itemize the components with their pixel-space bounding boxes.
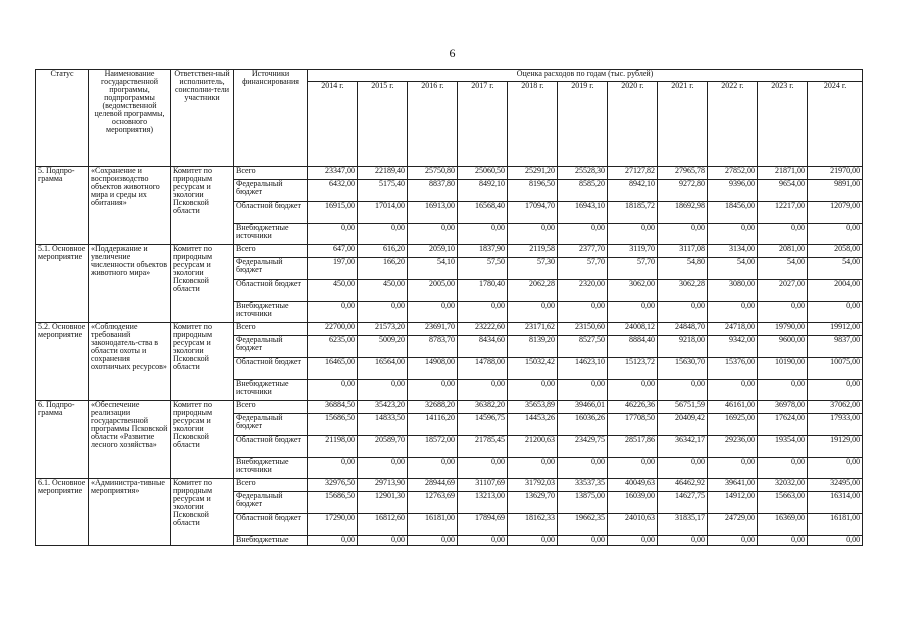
amount-cell: 16181,00: [808, 514, 863, 536]
amount-cell: 46161,00: [708, 401, 758, 414]
amount-cell: 0,00: [758, 458, 808, 479]
table-row: [36, 167, 863, 180]
amount-cell: 0,00: [308, 302, 358, 323]
header-estimate: Оценка расходов по годам (тыс. рублей): [308, 70, 863, 82]
amount-cell: 15123,72: [608, 358, 658, 380]
amount-cell: 0,00: [708, 224, 758, 245]
row-funding-source: Областной бюджет: [234, 280, 308, 302]
amount-cell: 13629,70: [508, 492, 558, 514]
amount-cell: 16181,00: [408, 514, 458, 536]
amount-cell: 33537,35: [558, 479, 608, 492]
amount-cell: 14788,00: [458, 358, 508, 380]
amount-cell: 0,00: [458, 380, 508, 401]
amount-cell: 57,70: [608, 258, 658, 280]
amount-cell: 14908,00: [408, 358, 458, 380]
amount-cell: 16039,00: [608, 492, 658, 514]
amount-cell: 6432,00: [308, 180, 358, 202]
amount-cell: 29713,90: [358, 479, 408, 492]
amount-cell: 25750,80: [408, 167, 458, 180]
amount-cell: 23429,75: [558, 436, 608, 458]
budget-table: [35, 69, 863, 546]
row-funding-source: Всего: [234, 479, 308, 492]
amount-cell: 19790,00: [758, 323, 808, 336]
amount-cell: 9272,80: [658, 180, 708, 202]
amount-cell: 0,00: [758, 224, 808, 245]
amount-cell: 57,70: [558, 258, 608, 280]
amount-cell: 20589,70: [358, 436, 408, 458]
row-funding-source: Всего: [234, 167, 308, 180]
amount-cell: 8139,20: [508, 336, 558, 358]
row-funding-source: Внебюджетные источники: [234, 302, 308, 323]
amount-cell: 0,00: [808, 302, 863, 323]
amount-cell: 0,00: [608, 224, 658, 245]
row-program-name: «Обеспечение реализации государственной программы Псковской области «Развитие лесного хозяйства»: [89, 401, 171, 479]
amount-cell: 15663,00: [758, 492, 808, 514]
amount-cell: 17094,70: [508, 202, 558, 224]
row-funding-source: Федеральный бюджет: [234, 180, 308, 202]
amount-cell: 18185,72: [608, 202, 658, 224]
amount-cell: 27852,00: [708, 167, 758, 180]
amount-cell: 14116,20: [408, 414, 458, 436]
row-funding-source: Федеральный бюджет: [234, 492, 308, 514]
row-responsible: Комитет по природным ресурсам и экологии Псковской области: [171, 401, 234, 479]
amount-cell: 0,00: [708, 302, 758, 323]
header-year: 2014 г.: [308, 82, 358, 167]
amount-cell: 2377,70: [558, 245, 608, 258]
amount-cell: 25528,30: [558, 167, 608, 180]
amount-cell: 31107,69: [458, 479, 508, 492]
amount-cell: 0,00: [808, 224, 863, 245]
amount-cell: 16314,00: [808, 492, 863, 514]
amount-cell: 0,00: [758, 536, 808, 546]
amount-cell: 0,00: [308, 536, 358, 546]
amount-cell: 1837,90: [458, 245, 508, 258]
amount-cell: 23171,62: [508, 323, 558, 336]
amount-cell: 10075,00: [808, 358, 863, 380]
row-responsible: Комитет по природным ресурсам и экологии Псковской области: [171, 323, 234, 401]
amount-cell: 3062,28: [658, 280, 708, 302]
amount-cell: 35653,89: [508, 401, 558, 414]
amount-cell: 16913,00: [408, 202, 458, 224]
row-funding-source: Внебюджетные источники: [234, 380, 308, 401]
header-name: Наименование государственной программы, подпрограммы (ведомственной целевой программы, основного мероприятия): [89, 70, 171, 167]
amount-cell: 28517,86: [608, 436, 658, 458]
amount-cell: 0,00: [458, 224, 508, 245]
amount-cell: 0,00: [358, 224, 408, 245]
amount-cell: 0,00: [808, 536, 863, 546]
amount-cell: 40049,63: [608, 479, 658, 492]
amount-cell: 25060,50: [458, 167, 508, 180]
amount-cell: 15686,50: [308, 414, 358, 436]
amount-cell: 54,80: [658, 258, 708, 280]
amount-cell: 0,00: [558, 224, 608, 245]
row-funding-source: Внебюджетные источники: [234, 224, 308, 245]
header-year: 2019 г.: [558, 82, 608, 167]
row-program-name: «Сохранение и воспроизводство объектов животного мира и среды их обитания»: [89, 167, 171, 245]
amount-cell: 32976,50: [308, 479, 358, 492]
amount-cell: 0,00: [758, 380, 808, 401]
amount-cell: 0,00: [408, 536, 458, 546]
amount-cell: 32032,00: [758, 479, 808, 492]
amount-cell: 46226,36: [608, 401, 658, 414]
amount-cell: 2059,10: [408, 245, 458, 258]
amount-cell: 23347,00: [308, 167, 358, 180]
amount-cell: 18572,00: [408, 436, 458, 458]
amount-cell: 647,00: [308, 245, 358, 258]
amount-cell: 8837,80: [408, 180, 458, 202]
amount-cell: 35423,20: [358, 401, 408, 414]
amount-cell: 16925,00: [708, 414, 758, 436]
amount-cell: 2027,00: [758, 280, 808, 302]
amount-cell: 2004,00: [808, 280, 863, 302]
amount-cell: 21871,00: [758, 167, 808, 180]
amount-cell: 31835,17: [658, 514, 708, 536]
amount-cell: 15630,70: [658, 358, 708, 380]
amount-cell: 0,00: [308, 224, 358, 245]
amount-cell: 0,00: [458, 536, 508, 546]
amount-cell: 0,00: [408, 224, 458, 245]
amount-cell: 9654,00: [758, 180, 808, 202]
amount-cell: 2320,00: [558, 280, 608, 302]
amount-cell: 0,00: [558, 536, 608, 546]
amount-cell: 18162,33: [508, 514, 558, 536]
amount-cell: 14623,10: [558, 358, 608, 380]
amount-cell: 12217,00: [758, 202, 808, 224]
amount-cell: 21200,63: [508, 436, 558, 458]
amount-cell: 19912,00: [808, 323, 863, 336]
amount-cell: 0,00: [758, 302, 808, 323]
amount-cell: 54,00: [708, 258, 758, 280]
amount-cell: 0,00: [708, 458, 758, 479]
row-funding-source: Областной бюджет: [234, 436, 308, 458]
row-responsible: Комитет по природным ресурсам и экологии Псковской области: [171, 479, 234, 546]
amount-cell: 18692,98: [658, 202, 708, 224]
amount-cell: 22189,40: [358, 167, 408, 180]
amount-cell: 29236,00: [708, 436, 758, 458]
amount-cell: 0,00: [358, 458, 408, 479]
amount-cell: 17624,00: [758, 414, 808, 436]
row-program-name: «Соблюдение требований законодатель-ства в области охоты и сохранения охотничьих ресурсов»: [89, 323, 171, 401]
table-body: [36, 167, 863, 546]
row-funding-source: Внебюджетные источники: [234, 458, 308, 479]
amount-cell: 0,00: [358, 536, 408, 546]
amount-cell: 23150,60: [558, 323, 608, 336]
amount-cell: 8196,50: [508, 180, 558, 202]
amount-cell: 16465,00: [308, 358, 358, 380]
amount-cell: 8527,50: [558, 336, 608, 358]
amount-cell: 0,00: [458, 458, 508, 479]
table-row: [36, 245, 863, 258]
amount-cell: 616,20: [358, 245, 408, 258]
amount-cell: 9396,00: [708, 180, 758, 202]
amount-cell: 8434,60: [458, 336, 508, 358]
header-year: 2023 г.: [758, 82, 808, 167]
amount-cell: 17933,00: [808, 414, 863, 436]
row-funding-source: Областной бюджет: [234, 514, 308, 536]
amount-cell: 39466,01: [558, 401, 608, 414]
amount-cell: 9891,00: [808, 180, 863, 202]
amount-cell: 24008,12: [608, 323, 658, 336]
amount-cell: 14453,26: [508, 414, 558, 436]
amount-cell: 0,00: [808, 458, 863, 479]
header-year: 2015 г.: [358, 82, 408, 167]
amount-cell: 19354,00: [758, 436, 808, 458]
row-funding-source: Федеральный бюджет: [234, 336, 308, 358]
amount-cell: 32495,00: [808, 479, 863, 492]
row-program-name: «Поддержание и увеличение численности объектов животного мира»: [89, 245, 171, 323]
page-number: 6: [449, 46, 456, 60]
amount-cell: 0,00: [508, 536, 558, 546]
header-sources: Источники финансирования: [234, 70, 308, 167]
amount-cell: 0,00: [658, 302, 708, 323]
amount-cell: 0,00: [708, 536, 758, 546]
row-funding-source: Областной бюджет: [234, 358, 308, 380]
table-row: [36, 479, 863, 492]
amount-cell: 14912,00: [708, 492, 758, 514]
amount-cell: 19129,00: [808, 436, 863, 458]
amount-cell: 8942,10: [608, 180, 658, 202]
amount-cell: 14596,75: [458, 414, 508, 436]
amount-cell: 5009,20: [358, 336, 408, 358]
header-year: 2017 г.: [458, 82, 508, 167]
amount-cell: 9342,00: [708, 336, 758, 358]
amount-cell: 24729,00: [708, 514, 758, 536]
amount-cell: 13875,00: [558, 492, 608, 514]
amount-cell: 54,00: [808, 258, 863, 280]
amount-cell: 46462,92: [658, 479, 708, 492]
amount-cell: 54,00: [758, 258, 808, 280]
amount-cell: 15032,42: [508, 358, 558, 380]
amount-cell: 27127,82: [608, 167, 658, 180]
amount-cell: 17290,00: [308, 514, 358, 536]
amount-cell: 16943,10: [558, 202, 608, 224]
row-status: 6.1. Основное мероприятие: [36, 479, 89, 546]
table-row: [36, 401, 863, 414]
amount-cell: 19662,35: [558, 514, 608, 536]
amount-cell: 54,10: [408, 258, 458, 280]
row-status: 5. Подпро-грамма: [36, 167, 89, 245]
amount-cell: 0,00: [508, 224, 558, 245]
amount-cell: 17014,00: [358, 202, 408, 224]
amount-cell: 450,00: [358, 280, 408, 302]
amount-cell: 0,00: [458, 302, 508, 323]
header-year: 2018 г.: [508, 82, 558, 167]
amount-cell: 24010,63: [608, 514, 658, 536]
amount-cell: 31792,03: [508, 479, 558, 492]
amount-cell: 8884,40: [608, 336, 658, 358]
header-status: Статус: [36, 70, 89, 167]
amount-cell: 17894,69: [458, 514, 508, 536]
amount-cell: 37062,00: [808, 401, 863, 414]
amount-cell: 8783,70: [408, 336, 458, 358]
amount-cell: 36978,00: [758, 401, 808, 414]
amount-cell: 0,00: [608, 302, 658, 323]
amount-cell: 3062,00: [608, 280, 658, 302]
amount-cell: 16915,00: [308, 202, 358, 224]
row-responsible: Комитет по природным ресурсам и экологии Псковской области: [171, 167, 234, 245]
amount-cell: 0,00: [508, 302, 558, 323]
amount-cell: 3080,00: [708, 280, 758, 302]
amount-cell: 15686,50: [308, 492, 358, 514]
amount-cell: 9600,00: [758, 336, 808, 358]
amount-cell: 8492,10: [458, 180, 508, 202]
amount-cell: 8585,20: [558, 180, 608, 202]
amount-cell: 23222,60: [458, 323, 508, 336]
row-status: 5.1. Основное мероприятие: [36, 245, 89, 323]
amount-cell: 0,00: [808, 380, 863, 401]
header-responsible: Ответствен-ный исполнитель, соисполни-тели участники: [171, 70, 234, 167]
amount-cell: 21970,00: [808, 167, 863, 180]
amount-cell: 0,00: [658, 536, 708, 546]
header-year: 2024 г.: [808, 82, 863, 167]
amount-cell: 21198,00: [308, 436, 358, 458]
amount-cell: 57,30: [508, 258, 558, 280]
row-funding-source: Федеральный бюджет: [234, 258, 308, 280]
header-year: 2021 г.: [658, 82, 708, 167]
amount-cell: 0,00: [358, 380, 408, 401]
amount-cell: 1780,40: [458, 280, 508, 302]
amount-cell: 0,00: [658, 458, 708, 479]
amount-cell: 39641,00: [708, 479, 758, 492]
row-funding-source: Всего: [234, 245, 308, 258]
row-funding-source: Всего: [234, 401, 308, 414]
amount-cell: 0,00: [308, 458, 358, 479]
amount-cell: 2005,00: [408, 280, 458, 302]
amount-cell: 16812,60: [358, 514, 408, 536]
amount-cell: 21785,45: [458, 436, 508, 458]
amount-cell: 0,00: [408, 302, 458, 323]
amount-cell: 166,20: [358, 258, 408, 280]
row-status: 5.2. Основное мероприятие: [36, 323, 89, 401]
amount-cell: 13213,00: [458, 492, 508, 514]
amount-cell: 36382,20: [458, 401, 508, 414]
amount-cell: 0,00: [408, 380, 458, 401]
amount-cell: 17708,50: [608, 414, 658, 436]
amount-cell: 16564,00: [358, 358, 408, 380]
amount-cell: 12901,30: [358, 492, 408, 514]
amount-cell: 16369,00: [758, 514, 808, 536]
amount-cell: 2119,58: [508, 245, 558, 258]
amount-cell: 28944,69: [408, 479, 458, 492]
row-program-name: «Администра-тивные мероприятия»: [89, 479, 171, 546]
amount-cell: 21573,20: [358, 323, 408, 336]
amount-cell: 15376,00: [708, 358, 758, 380]
amount-cell: 14833,50: [358, 414, 408, 436]
header-year: 2016 г.: [408, 82, 458, 167]
amount-cell: 20409,42: [658, 414, 708, 436]
row-funding-source: Внебюджетные: [234, 536, 308, 546]
amount-cell: 14627,75: [658, 492, 708, 514]
amount-cell: 57,50: [458, 258, 508, 280]
row-funding-source: Федеральный бюджет: [234, 414, 308, 436]
amount-cell: 24718,00: [708, 323, 758, 336]
amount-cell: 0,00: [658, 380, 708, 401]
amount-cell: 10190,00: [758, 358, 808, 380]
amount-cell: 36884,50: [308, 401, 358, 414]
amount-cell: 0,00: [308, 380, 358, 401]
amount-cell: 2081,00: [758, 245, 808, 258]
amount-cell: 0,00: [708, 380, 758, 401]
amount-cell: 450,00: [308, 280, 358, 302]
amount-cell: 24848,70: [658, 323, 708, 336]
amount-cell: 56751,59: [658, 401, 708, 414]
amount-cell: 9837,00: [808, 336, 863, 358]
amount-cell: 0,00: [558, 380, 608, 401]
amount-cell: 0,00: [558, 458, 608, 479]
amount-cell: 0,00: [508, 458, 558, 479]
row-funding-source: Областной бюджет: [234, 202, 308, 224]
row-responsible: Комитет по природным ресурсам и экологии Псковской области: [171, 245, 234, 323]
amount-cell: 0,00: [608, 380, 658, 401]
header-year: 2020 г.: [608, 82, 658, 167]
amount-cell: 23691,70: [408, 323, 458, 336]
amount-cell: 27965,78: [658, 167, 708, 180]
header-year: 2022 г.: [708, 82, 758, 167]
amount-cell: 32688,20: [408, 401, 458, 414]
amount-cell: 2062,28: [508, 280, 558, 302]
amount-cell: 6235,00: [308, 336, 358, 358]
amount-cell: 3119,70: [608, 245, 658, 258]
amount-cell: 22700,00: [308, 323, 358, 336]
table-header: [36, 70, 863, 167]
amount-cell: 3117,08: [658, 245, 708, 258]
amount-cell: 16036,26: [558, 414, 608, 436]
amount-cell: 5175,40: [358, 180, 408, 202]
table-row: [36, 323, 863, 336]
row-status: 6. Подпро-грамма: [36, 401, 89, 479]
amount-cell: 2058,00: [808, 245, 863, 258]
amount-cell: 9218,00: [658, 336, 708, 358]
amount-cell: 16568,40: [458, 202, 508, 224]
amount-cell: 0,00: [608, 536, 658, 546]
amount-cell: 12763,69: [408, 492, 458, 514]
amount-cell: 0,00: [408, 458, 458, 479]
amount-cell: 0,00: [658, 224, 708, 245]
amount-cell: 18456,00: [708, 202, 758, 224]
amount-cell: 36342,17: [658, 436, 708, 458]
amount-cell: 12079,00: [808, 202, 863, 224]
amount-cell: 0,00: [358, 302, 408, 323]
amount-cell: 3134,00: [708, 245, 758, 258]
amount-cell: 0,00: [608, 458, 658, 479]
amount-cell: 0,00: [558, 302, 608, 323]
amount-cell: 0,00: [508, 380, 558, 401]
row-funding-source: Всего: [234, 323, 308, 336]
amount-cell: 197,00: [308, 258, 358, 280]
amount-cell: 25291,20: [508, 167, 558, 180]
